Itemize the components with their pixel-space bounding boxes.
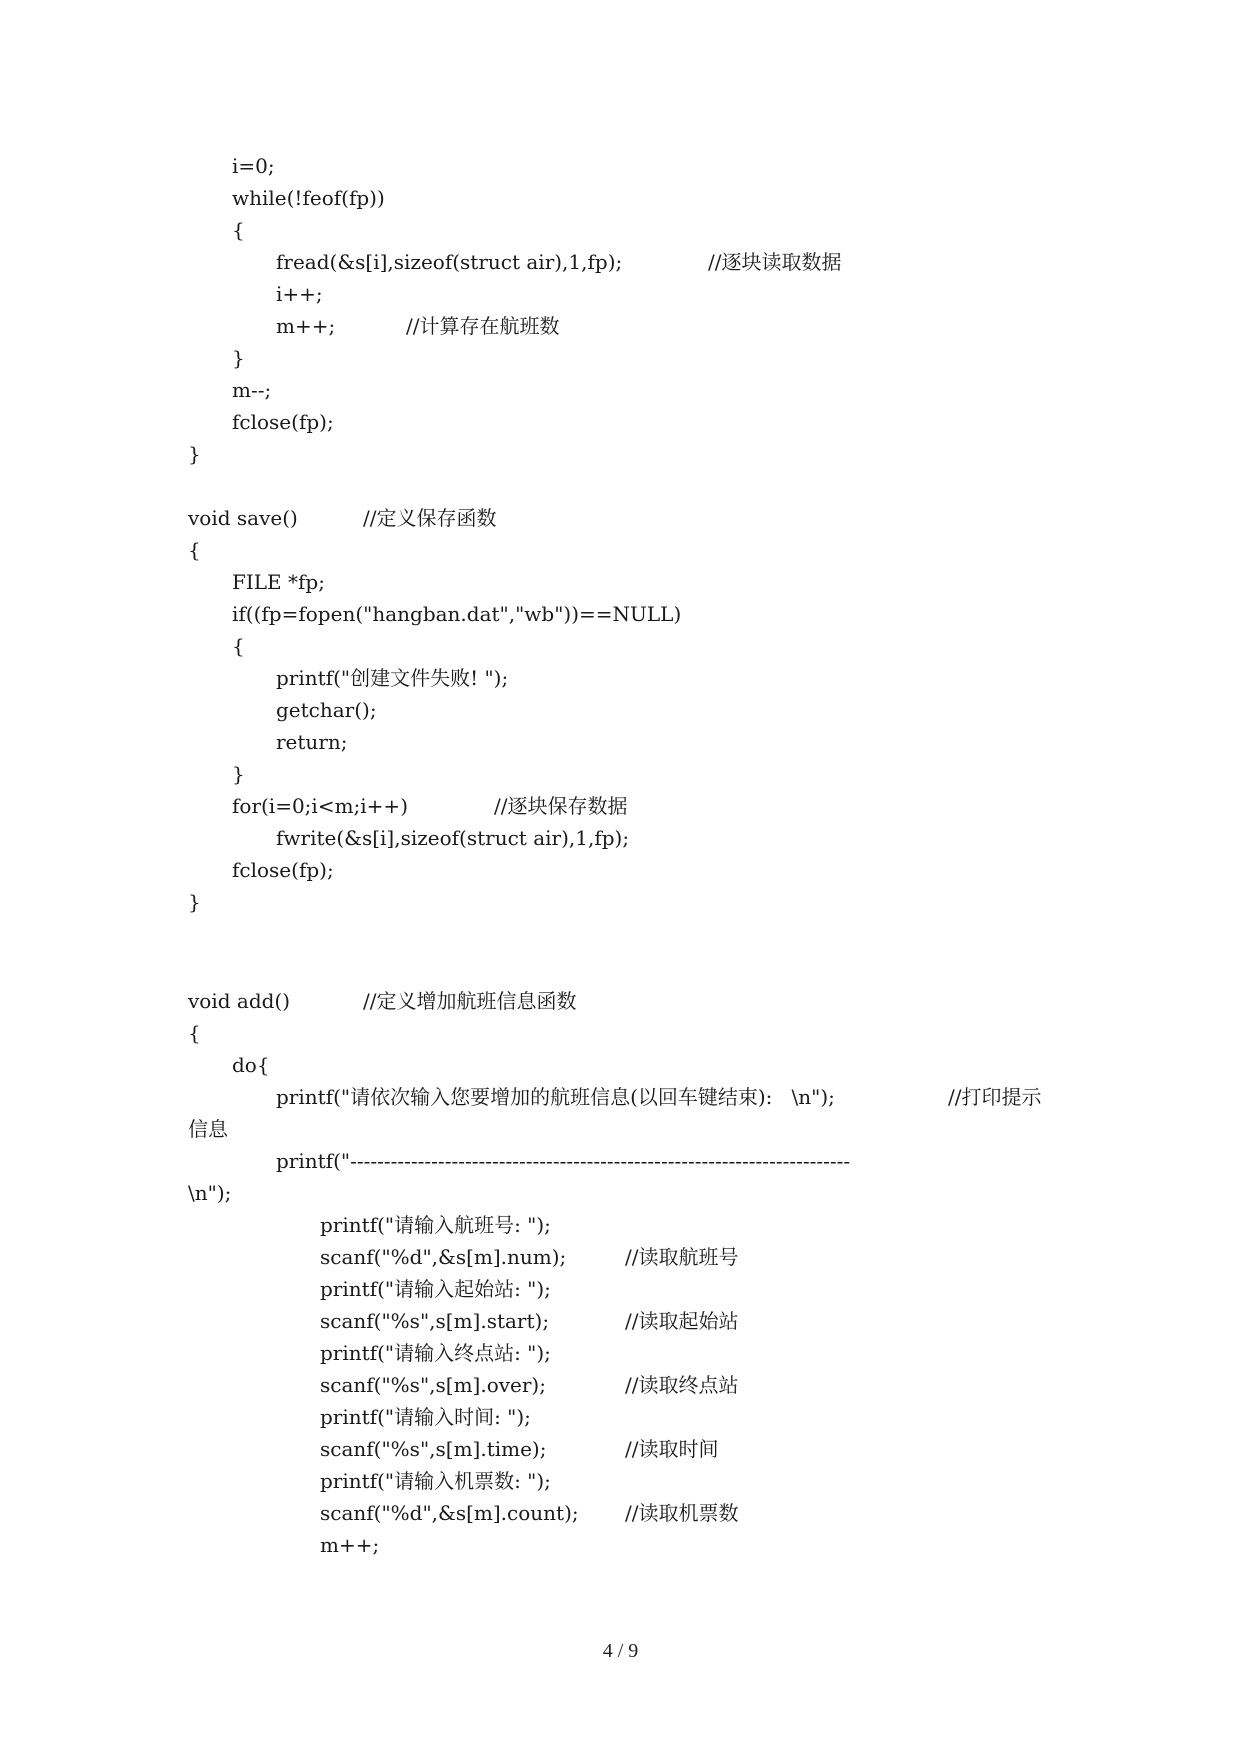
code-line: [320, 1369, 739, 1402]
code-line: [232, 758, 245, 791]
code-text: FILE *fp;: [232, 570, 325, 594]
code-line: [276, 694, 377, 727]
code-text: fclose(fp);: [232, 858, 334, 882]
code-line: [320, 1465, 551, 1498]
code-text: printf("创建文件失败! ");: [276, 666, 509, 690]
code-comment: //计算存在航班数: [406, 314, 560, 338]
code-line: [188, 502, 497, 535]
code-line: [320, 1497, 739, 1530]
code-line: [276, 726, 348, 759]
code-comment: //读取时间: [625, 1437, 719, 1461]
code-line: [232, 598, 681, 631]
code-text: m++;: [320, 1533, 380, 1557]
code-line: [188, 1017, 201, 1050]
code-comment: //读取终点站: [625, 1373, 739, 1397]
code-line: [320, 1305, 739, 1338]
code-line: [320, 1209, 551, 1242]
code-line: [232, 374, 271, 407]
code-line: [232, 150, 275, 183]
code-line: [188, 985, 577, 1018]
code-line: [232, 1049, 270, 1082]
code-line: [276, 822, 629, 855]
code-line: [276, 662, 508, 695]
code-text: if((fp=fopen("hangban.dat","wb"))==NULL): [232, 602, 682, 626]
code-comment: //读取起始站: [625, 1309, 739, 1333]
code-text: m--;: [232, 378, 272, 402]
code-text: void add(): [188, 989, 291, 1013]
code-text: scanf("%s",s[m].start);: [320, 1309, 550, 1333]
code-comment: //读取机票数: [625, 1501, 739, 1525]
code-line: [188, 886, 201, 919]
code-line: [232, 214, 245, 247]
code-text: return;: [276, 730, 348, 754]
code-text: }: [188, 442, 201, 466]
code-comment: //读取航班号: [625, 1245, 739, 1269]
code-text: printf("请依次输入您要增加的航班信息(以回车键结束): \n");: [276, 1085, 835, 1109]
code-line: [232, 406, 334, 439]
code-text: {: [188, 538, 201, 562]
code-line: [232, 566, 325, 599]
code-text: scanf("%d",&s[m].num);: [320, 1245, 567, 1269]
code-line: [276, 246, 842, 279]
code-line: [232, 790, 628, 823]
code-text: }: [232, 346, 245, 370]
code-text: i=0;: [232, 154, 275, 178]
code-line: [276, 1081, 1042, 1114]
code-line: [320, 1273, 551, 1306]
code-line: [188, 438, 201, 471]
code-text: printf("--------------------------------------------------------------------------: [276, 1149, 851, 1173]
code-text: 信息: [188, 1117, 228, 1141]
code-text: getchar();: [276, 698, 377, 722]
code-text: printf("请输入航班号: ");: [320, 1213, 551, 1237]
code-text: fwrite(&s[i],sizeof(struct air),1,fp);: [276, 826, 630, 850]
code-line: [276, 310, 560, 343]
code-comment: //逐块读取数据: [708, 250, 842, 274]
code-line: [232, 342, 245, 375]
code-text: scanf("%s",s[m].time);: [320, 1437, 547, 1461]
code-text: fclose(fp);: [232, 410, 334, 434]
code-line: [320, 1529, 379, 1562]
code-text: {: [232, 634, 245, 658]
code-text: m++;: [276, 314, 336, 338]
code-line: [276, 278, 323, 311]
code-line: [320, 1433, 719, 1466]
code-text: do{: [232, 1053, 270, 1077]
code-comment: //打印提示: [948, 1085, 1042, 1109]
code-line: [320, 1337, 551, 1370]
code-text: while(!feof(fp)): [232, 186, 385, 210]
code-text: }: [188, 890, 201, 914]
code-line: [320, 1241, 739, 1274]
code-line: [188, 1113, 228, 1146]
code-text: printf("请输入时间: ");: [320, 1405, 531, 1429]
code-line: [232, 854, 334, 887]
code-text: scanf("%s",s[m].over);: [320, 1373, 546, 1397]
code-text: fread(&s[i],sizeof(struct air),1,fp);: [276, 250, 623, 274]
code-comment: //逐块保存数据: [494, 794, 628, 818]
code-line: [232, 182, 385, 215]
code-text: }: [232, 762, 245, 786]
code-line: [188, 534, 201, 567]
code-text: {: [232, 218, 245, 242]
page-number: 4 / 9: [602, 1640, 639, 1662]
code-comment: //定义保存函数: [363, 506, 497, 530]
code-text: \n");: [188, 1181, 232, 1205]
code-text: {: [188, 1021, 201, 1045]
code-text: void save(): [188, 506, 298, 530]
code-text: printf("请输入起始站: ");: [320, 1277, 551, 1301]
code-line: [232, 630, 245, 663]
code-line: [276, 1145, 850, 1178]
code-line: [320, 1401, 531, 1434]
code-comment: //定义增加航班信息函数: [363, 989, 577, 1013]
code-line: [188, 1177, 231, 1210]
code-text: scanf("%d",&s[m].count);: [320, 1501, 579, 1525]
code-text: printf("请输入机票数: ");: [320, 1469, 551, 1493]
code-text: for(i=0;i<m;i++): [232, 794, 408, 818]
code-text: printf("请输入终点站: ");: [320, 1341, 551, 1365]
code-text: i++;: [276, 282, 323, 306]
